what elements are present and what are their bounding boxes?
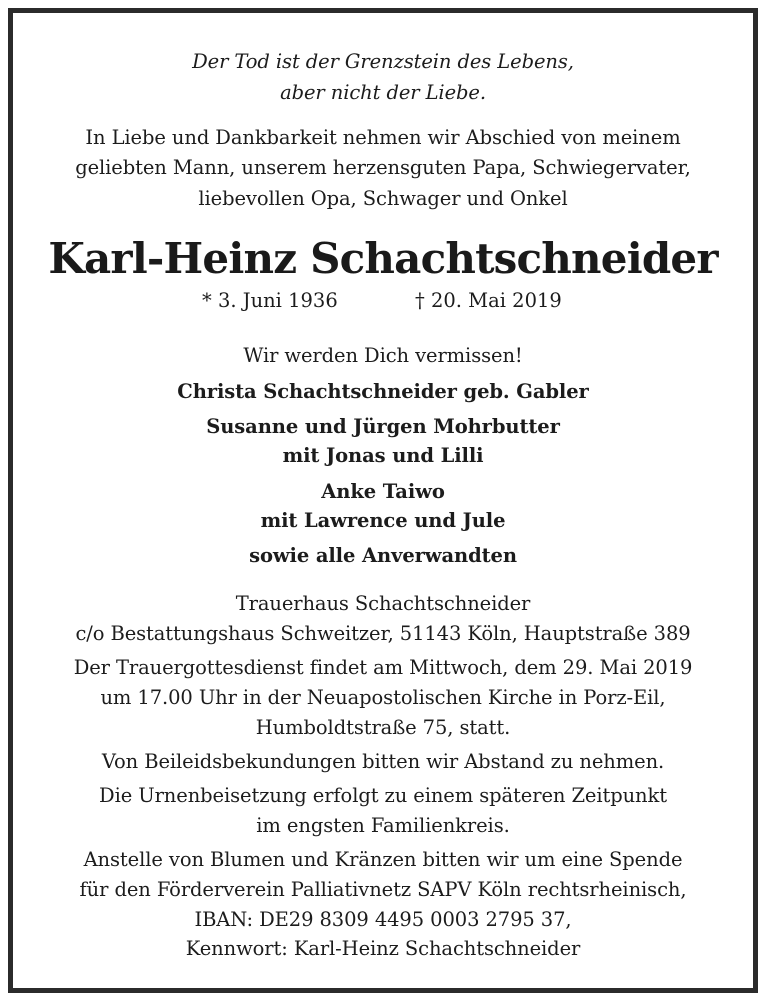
- motto-line-2: aber nicht der Liebe.: [280, 81, 486, 104]
- motto-line-1: Der Tod ist der Grenzstein des Lebens,: [192, 50, 574, 73]
- mourner-line-6: sowie alle Anverwandten: [249, 544, 517, 567]
- condolences-text: Von Beileidsbekundungen bitten wir Abstand zu nehmen.: [101, 750, 665, 773]
- donation-line-3: IBAN: DE29 8309 4495 0003 2795 37,: [194, 908, 572, 931]
- burial-line-1: Die Urnenbeisetzung erfolgt zu einem späteren Zeitpunkt: [99, 784, 667, 807]
- mourner-line-1: Christa Schachtschneider geb. Gabler: [177, 380, 589, 403]
- donation-line-2: für den Förderverein Palliativnetz SAPV Köln rechtsrheinisch,: [79, 878, 687, 901]
- address-line-2: c/o Bestattungshaus Schweitzer, 51143 Köln, Hauptstraße 389: [75, 622, 691, 645]
- deceased-name: Karl-Heinz Schachtschneider: [48, 234, 718, 283]
- service-line-1: Der Trauergottesdienst findet am Mittwoch, dem 29. Mai 2019: [73, 656, 693, 679]
- intro-line-3: liebevollen Opa, Schwager und Onkel: [198, 187, 568, 210]
- address-line-1: Trauerhaus Schachtschneider: [235, 592, 531, 615]
- death-date: † 20. Mai 2019: [415, 289, 562, 312]
- intro-line-2: geliebten Mann, unserem herzensguten Papa, Schwiegervater,: [75, 156, 691, 179]
- obituary-frame: [8, 8, 758, 993]
- service-line-3: Humboldtstraße 75, statt.: [255, 716, 511, 739]
- service-line-2: um 17.00 Uhr in der Neuapostolischen Kirche in Porz-Eil,: [100, 686, 666, 709]
- donation-line-4: Kennwort: Karl-Heinz Schachtschneider: [185, 937, 581, 960]
- intro-line-1: In Liebe und Dankbarkeit nehmen wir Abschied von meinem: [85, 126, 681, 149]
- farewell-text: Wir werden Dich vermissen!: [243, 344, 523, 367]
- donation-line-1: Anstelle von Blumen und Kränzen bitten wir um eine Spende: [83, 848, 683, 871]
- obituary-content: [13, 13, 753, 988]
- life-dates: [13, 288, 753, 314]
- mourner-line-5: mit Lawrence und Jule: [260, 509, 506, 532]
- birth-date: * 3. Juni 1936: [202, 289, 338, 312]
- burial-line-2: im engsten Familienkreis.: [256, 814, 510, 837]
- mourner-line-3: mit Jonas und Lilli: [282, 444, 484, 467]
- mourner-line-2: Susanne und Jürgen Mohrbutter: [206, 415, 560, 438]
- mourner-line-4: Anke Taiwo: [321, 480, 445, 503]
